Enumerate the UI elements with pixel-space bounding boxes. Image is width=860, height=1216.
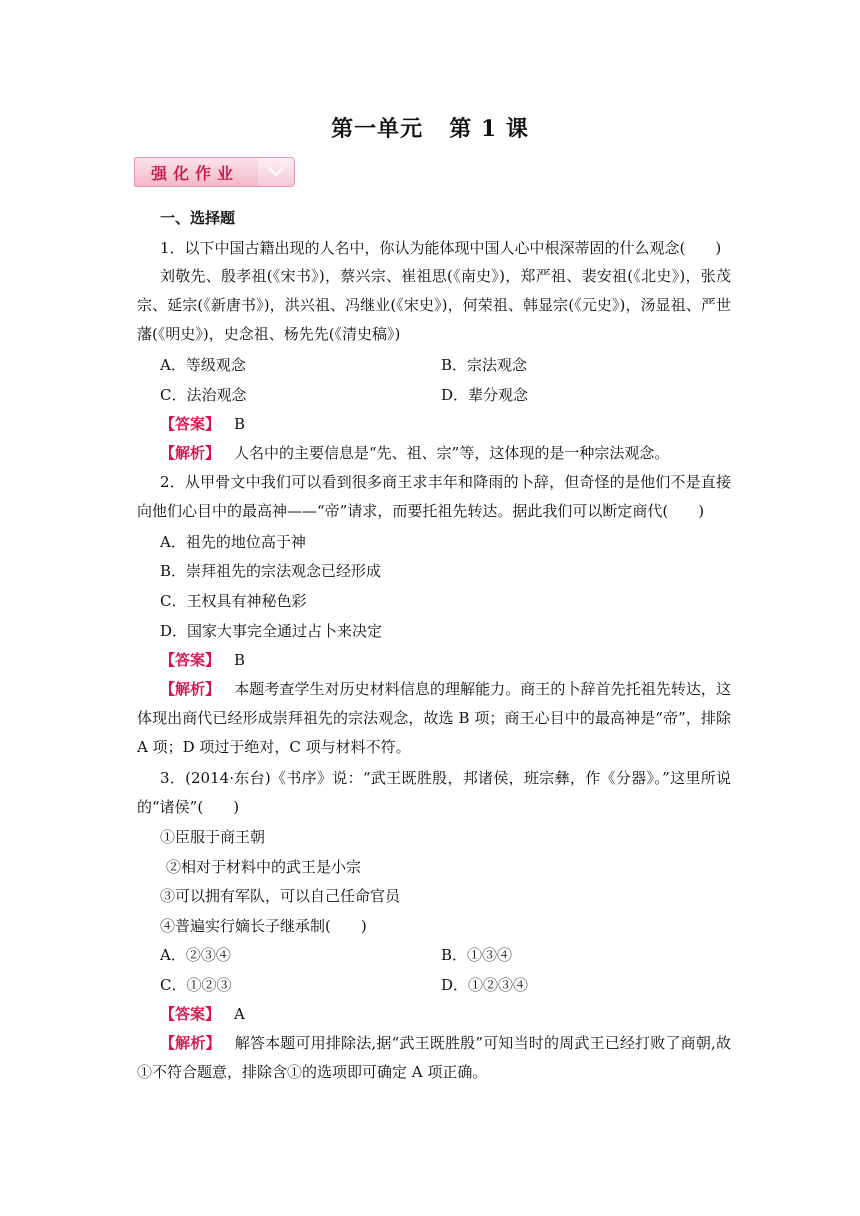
q2-option-b: B．崇拜祖先的宗法观念已经形成 [160, 562, 382, 580]
answer-tag: 【答案】 [160, 651, 221, 669]
q1-answer [160, 414, 245, 434]
answer-value: B [234, 415, 246, 433]
q3-option-a: A．②③④ [160, 946, 231, 964]
q3-analysis [137, 1029, 731, 1087]
q1-option-a: A．等级观念 [160, 356, 246, 374]
q3-item-1: ①臣服于商王朝 [160, 828, 266, 846]
analysis-text: 人名中的主要信息是“先、祖、宗”等，这体现的是一种宗法观念。 [234, 444, 670, 462]
q2-analysis [137, 675, 731, 762]
q1-option-c: C．法治观念 [160, 386, 247, 404]
q1-analysis [160, 443, 669, 463]
q1-material: 刘敬先、殷孝祖(《宋书》)，蔡兴宗、崔祖思(《南史》)，郑严祖、裴安祖(《北史》)，张茂宗、延宗(《新唐书》)，洪兴祖、冯继业(《宋史》)，何荣祖、韩显宗(《元史》)，汤显祖、严世藩(《明史》)，史念祖、杨先先(《清史稿》) [137, 267, 731, 343]
q3-stem: 3．(2014·东台)《书序》说：“武王既胜殷，邦诸侯，班宗彝，作《分器》。”这里所说的“诸侯”( ) [137, 769, 731, 816]
answer-tag: 【答案】 [160, 1005, 221, 1023]
q3-answer [160, 1004, 245, 1024]
q3-item-3: ③可以拥有军队，可以自己任命官员 [160, 887, 401, 905]
banner-tip [258, 157, 295, 187]
answer-value: A [234, 1005, 245, 1023]
analysis-text: 解答本题可用排除法,据“武王既胜殷”可知当时的周武王已经打败了商朝,故①不符合题意，排除含①的选项即可确定 A 项正确。 [137, 1034, 731, 1081]
q3-item-4: ④普遍实行嫡长子继承制( ) [160, 917, 367, 935]
q2-option-a: A．祖先的地位高于神 [160, 533, 306, 551]
page-title [0, 112, 860, 143]
section-banner [134, 157, 296, 187]
q2-option-d: D．国家大事完全通过占卜来决定 [160, 622, 383, 640]
q3-option-b: B．①③④ [441, 946, 513, 964]
q1-stem: 1．以下中国古籍出现的人名中，你认为能体现中国人心中根深蒂固的什么观念( ) [160, 239, 722, 257]
q3-option-c: C．①②③ [160, 976, 232, 994]
analysis-tag: 【解析】 [160, 680, 221, 698]
banner-bar [134, 157, 260, 187]
unit-title: 第一单元 [331, 116, 424, 142]
q1-option-d: D．辈分观念 [441, 386, 529, 404]
q1-option-b: B．宗法观念 [441, 356, 528, 374]
answer-value: B [234, 651, 246, 669]
lesson-title: 第 1 课 [449, 116, 529, 142]
section-heading: 一、选择题 [160, 209, 236, 227]
q2-answer [160, 650, 245, 670]
q3-item-2: ②相对于材料中的武王是小宗 [166, 858, 362, 876]
analysis-tag: 【解析】 [160, 444, 221, 462]
q2-stem: 2．从甲骨文中我们可以看到很多商王求丰年和降雨的卜辞，但奇怪的是他们不是直接向他们心目中的最高神——“帝”请求，而要托祖先转达。据此我们可以断定商代( ) [137, 473, 731, 520]
analysis-tag: 【解析】 [160, 1034, 221, 1052]
q2-option-c: C．王权具有神秘色彩 [160, 592, 307, 610]
q3-option-d: D．①②③④ [441, 976, 529, 994]
chevron-down-icon [268, 166, 284, 178]
analysis-text: 本题考查学生对历史材料信息的理解能力。商王的卜辞首先托祖先转达，这体现出商代已经形成崇拜祖先的宗法观念，故选 B 项；商王心目中的最高神是“帝”，排除 A 项；D 项过于绝对，C 项与材料不符。 [137, 680, 731, 756]
answer-tag: 【答案】 [160, 415, 221, 433]
banner-label: 强化作业 [151, 164, 240, 183]
